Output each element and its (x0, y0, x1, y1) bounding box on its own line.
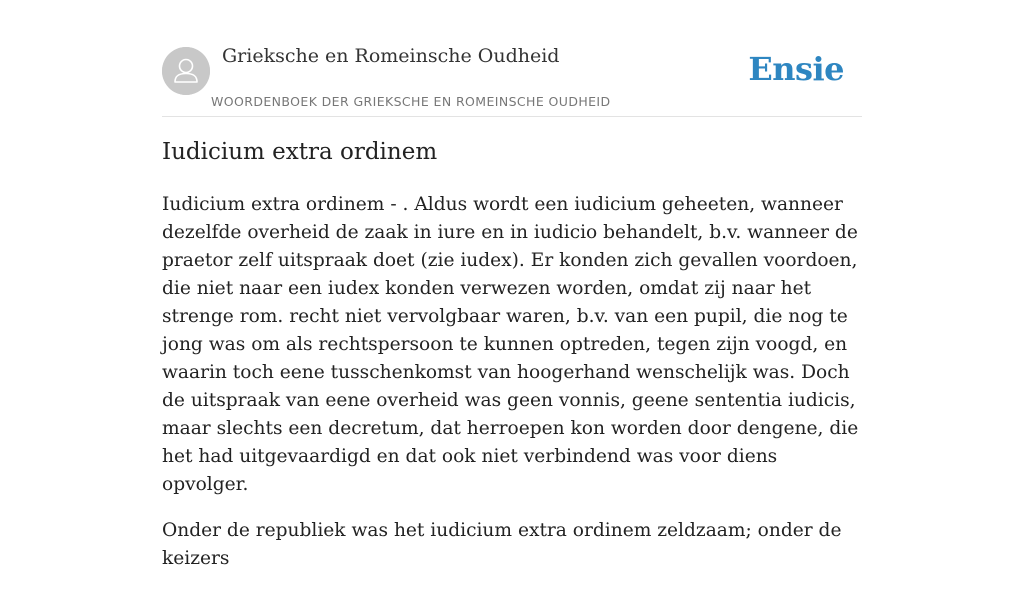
article-paragraph: Iudicium extra ordinem - . Aldus wordt een iudicium geheeten, wanneer dezelfde overheid de zaak in iure en in iudicio behandelt, b.v. wanneer de praetor zelf uitspraak doet (zie iudex). Er konden zich gevallen voordoen, die niet naar een iudex konden verwezen worden, omdat zij naar het strenge rom. recht niet vervolgbaar waren, b.v. van een pupil, die nog te jong was om als rechtspersoon te kunnen optreden, tegen zijn voogd, en waarin toch eene tusschenkomst van hoogerhand wenschelijk was. Doch de uitspraak van eene overheid was geen vonnis, geene sententia iudicis, maar slechts een decretum, dat herroepen kon worden door dengene, die het had uitgevaardigd en dat ook niet verbindend was voor diens opvolger. (162, 194, 859, 495)
user-silhouette-icon (162, 47, 210, 95)
source-title-link[interactable]: Grieksche en Romeinsche Oudheid (222, 45, 560, 67)
ensie-logo[interactable]: Ensie (748, 50, 844, 88)
article-body (162, 191, 862, 591)
article-paragraph: Onder de republiek was het iudicium extra ordinem zeldzaam; onder de keizers (162, 520, 842, 569)
page-title: Iudicium extra ordinem (162, 139, 438, 165)
source-header (162, 0, 862, 117)
avatar[interactable] (162, 47, 210, 95)
page-container (162, 0, 862, 569)
source-subtitle: WOORDENBOEK DER GRIEKSCHE EN ROMEINSCHE OUDHEID (211, 94, 611, 109)
